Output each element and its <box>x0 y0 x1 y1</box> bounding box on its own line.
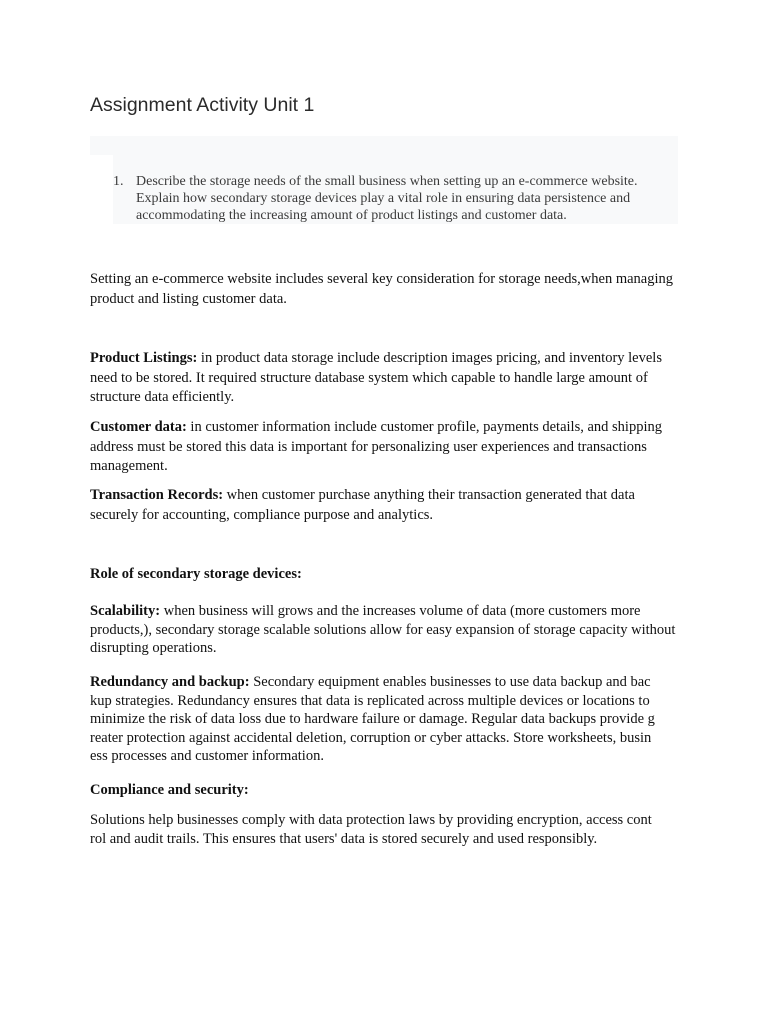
redundancy-line-4: reater protection against accidental deletion, corruption or cyber attacks. Store worksheets, busin <box>90 729 652 746</box>
secondary-storage-heading <box>90 565 686 585</box>
redundancy-line-3: minimize the risk of data loss due to hardware failure or damage. Regular data backups provide g <box>90 711 655 727</box>
scalability-heading: Scalability: <box>90 603 161 619</box>
product-listings-body: in product data storage include description images pricing, and inventory levels need to be stored. It required structure database system which capable to handle large amount of structure data efficiently. <box>90 350 662 405</box>
customer-data-paragraph <box>90 418 686 477</box>
product-listings-paragraph <box>90 349 686 408</box>
redundancy-line-5: ess processes and customer information. <box>90 748 324 764</box>
transaction-records-heading: Transaction Records: <box>90 487 224 503</box>
redundancy-line-2: kup strategies. Redundancy ensures that data is replicated across multiple devices or locations to <box>90 692 650 709</box>
customer-data-heading: Customer data: <box>90 419 187 435</box>
document-title: Assignment Activity Unit 1 <box>90 94 315 116</box>
question-indent <box>90 155 113 224</box>
intro-paragraph: Setting an e-commerce website includes several key consideration for storage needs,when managing product and listing customer data. <box>90 271 674 307</box>
compliance-line-1: Solutions help businesses comply with data protection laws by providing encryption, access cont <box>90 812 652 828</box>
question-text: Describe the storage needs of the small business when setting up an e-commerce website. Explain how secondary storage devices play a vital role in ensuring data persistence and accommodating the increasing amount of product listings and customer data. <box>136 174 638 223</box>
redundancy-heading: Redundancy and backup: <box>90 674 250 690</box>
scalability-paragraph <box>90 602 686 658</box>
secondary-storage-heading-text: Role of secondary storage devices: <box>90 566 302 582</box>
compliance-heading <box>90 781 686 800</box>
redundancy-paragraph <box>90 673 686 766</box>
redundancy-line-1: Secondary equipment enables businesses to use data backup and bac <box>249 674 651 690</box>
scalability-body: when business will grows and the increases volume of data (more customers more products,), secondary storage scalable solutions allow for easy expansion of storage capacity without disrupting operations. <box>90 603 676 656</box>
transaction-records-body: when customer purchase anything their transaction generated that data securely for accounting, compliance purpose and analytics. <box>90 487 635 523</box>
compliance-line-2: rol and audit trails. This ensures that users' data is stored securely and used responsibly. <box>90 830 598 847</box>
compliance-paragraph <box>90 811 686 848</box>
product-listings-heading: Product Listings: <box>90 350 198 366</box>
transaction-records-paragraph <box>90 486 686 525</box>
compliance-heading-text: Compliance and security: <box>90 782 249 798</box>
question-number: 1. <box>113 174 124 189</box>
customer-data-body: in customer information include customer profile, payments details, and shipping address must be stored this data is important for personalizing user experiences and transactions management. <box>90 419 662 474</box>
